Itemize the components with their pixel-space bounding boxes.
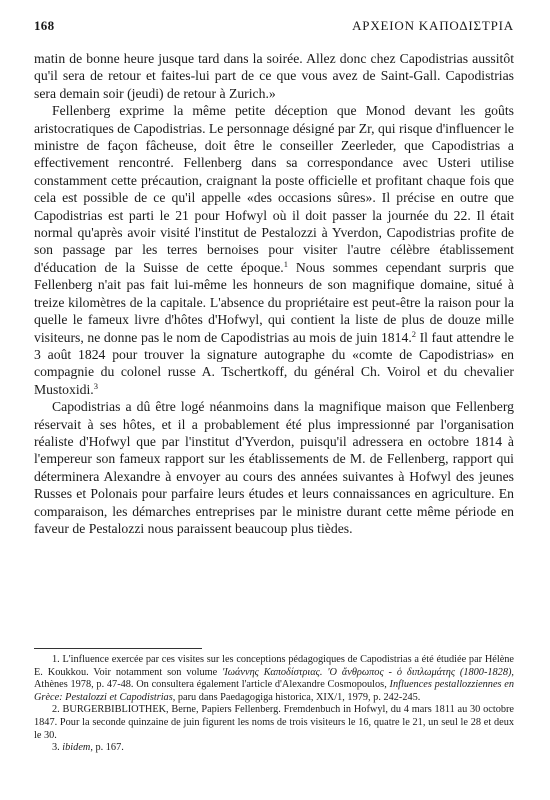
footnote-2: 2. BURGERBIBLIOTHEK, Berne, Papiers Fellenberg. Fremdenbuch in Hofwyl, du 4 mars 1811 au 30 octobre 1847. Pour la seconde quinzaine de juin figurent les noms de trois visiteurs le 16, quatre le 21, un seul le 28 et deux le 30. bbox=[34, 704, 514, 741]
footnote-1-part-a: 1. L'influence exercée par ces visites sur les conceptions pédagogiques de Capodistrias a été étudiée par Hélène E. Koukkou. Voir notamment son volume bbox=[34, 654, 514, 678]
footnote-1-article-title: Influences pestallozziennes en Grèce: Pestalozzi et Capodistrias bbox=[34, 679, 514, 703]
footnotes bbox=[34, 654, 514, 755]
footnote-1-part-c: , paru dans Paedagogiga historica, XIX/1, 1979, p. 242-245. bbox=[172, 691, 421, 703]
footnote-ref-1: 1 bbox=[283, 258, 288, 269]
paragraph-2-part-c: Il faut attendre le 3 août 1824 pour trouver la signature autographe du «comte de Capodistrias» en compagnie du colonel russe A. Tschertkoff, du général Ch. Voirol et du chevalier Mustoxidi. bbox=[34, 329, 514, 397]
footnote-3-rest: , p. 167. bbox=[90, 742, 124, 754]
paragraph-1: matin de bonne heure jusque tard dans la soirée. Allez donc chez Capodistrias aussitôt qu'il sera de retour et faites-lui part de ce que vous avez de Saint-Gall. Capodistrias sera demain soir (jeudi) de retour à Zurich.» bbox=[34, 51, 514, 101]
main-text bbox=[34, 50, 514, 537]
footnote-divider bbox=[34, 648, 202, 649]
footnote-3-ibidem: ibidem bbox=[62, 742, 91, 754]
footnote-1 bbox=[34, 654, 514, 704]
paragraph-3: Capodistrias a dû être logé néanmoins dans la magnifique maison que Fellenberg réservait à ses hôtes, et il a probablement été plus impressionné par l'organisation réaliste d'Hofwyl que par l'institut d'Yverdon, puisqu'il adressera en octobre 1814 à l'empereur son fameux rapport sur les établissements de M. de Fellenberg, rapport qui déterminera Alexandre à envoyer au cours des années suivantes à Hofwyl des jeunes Russes et Polonais pour parfaire leurs études et leurs connaissances en agriculture. En comparaison, les démarches entreprises par le ministre durant cette même période en faveur de Pestalozzi nous paraissent beaucoup plus tièdes. bbox=[34, 399, 514, 536]
footnote-3-number: 3. bbox=[52, 742, 63, 754]
paragraph-2-part-a: Fellenberg exprime la même petite déception que Monod devant les goûts aristocratiques de Capodistrias. Le personnage désigné par Zr, qui risque d'influencer le ministre de façon fâcheuse, doit être le conseiller Zeerleder, que Capodistrias a effectivement rencontré. Fellenberg dans sa correspondance avec Usteri utilise constamment cette précaution, craignant la poste officielle et profitant chaque fois que cela est possible de ce qu'il appelle «des occasions sûres». Il précise en outre que Capodistrias est parti le 21 pour Hofwyl où il doit passer la journée du 22. Il était normal qu'après avoir visité l'institut de Pestalozzi à Yverdon, Capodistrias profite de son passage par les terres bernoises pour visiter l'autre célèbre établissement d'éducation de la Suisse de cette époque. bbox=[34, 103, 514, 275]
paragraph-2-part-b: Nous sommes cependant surpris que Fellenberg n'ait pas fait lui-même les honneurs de son magnifique domaine, situé à treize kilomètres de la capitale. L'absence du propriétaire est peut-être la raison pour la quelle le fameux livre d'hôtes d'Hofwyl, qui contient la liste de plus de douze mille visiteurs, ne donne pas le nom de Capodistrias au mois de juin 1814. bbox=[34, 259, 514, 345]
footnote-1-part-b: , Athènes 1978, p. 47-48. On consultera également l'article d'Alexandre Cosmopoulos, bbox=[34, 666, 514, 691]
page-header bbox=[34, 18, 514, 38]
footnote-ref-3: 3 bbox=[93, 380, 98, 391]
paragraph-2 bbox=[34, 102, 514, 398]
running-title: ΑΡΧΕΙΟΝ ΚΑΠΟΔΙΣΤΡΙΑ bbox=[352, 18, 514, 33]
page-number: 168 bbox=[34, 18, 55, 33]
footnote-1-book-title: 'Ιωάννης Καποδίστριας. 'Ο ἄνθρωπος - ὁ διπλωμάτης (1800-1828) bbox=[222, 666, 512, 678]
footnote-3 bbox=[34, 742, 514, 755]
footnote-ref-2: 2 bbox=[411, 328, 416, 339]
